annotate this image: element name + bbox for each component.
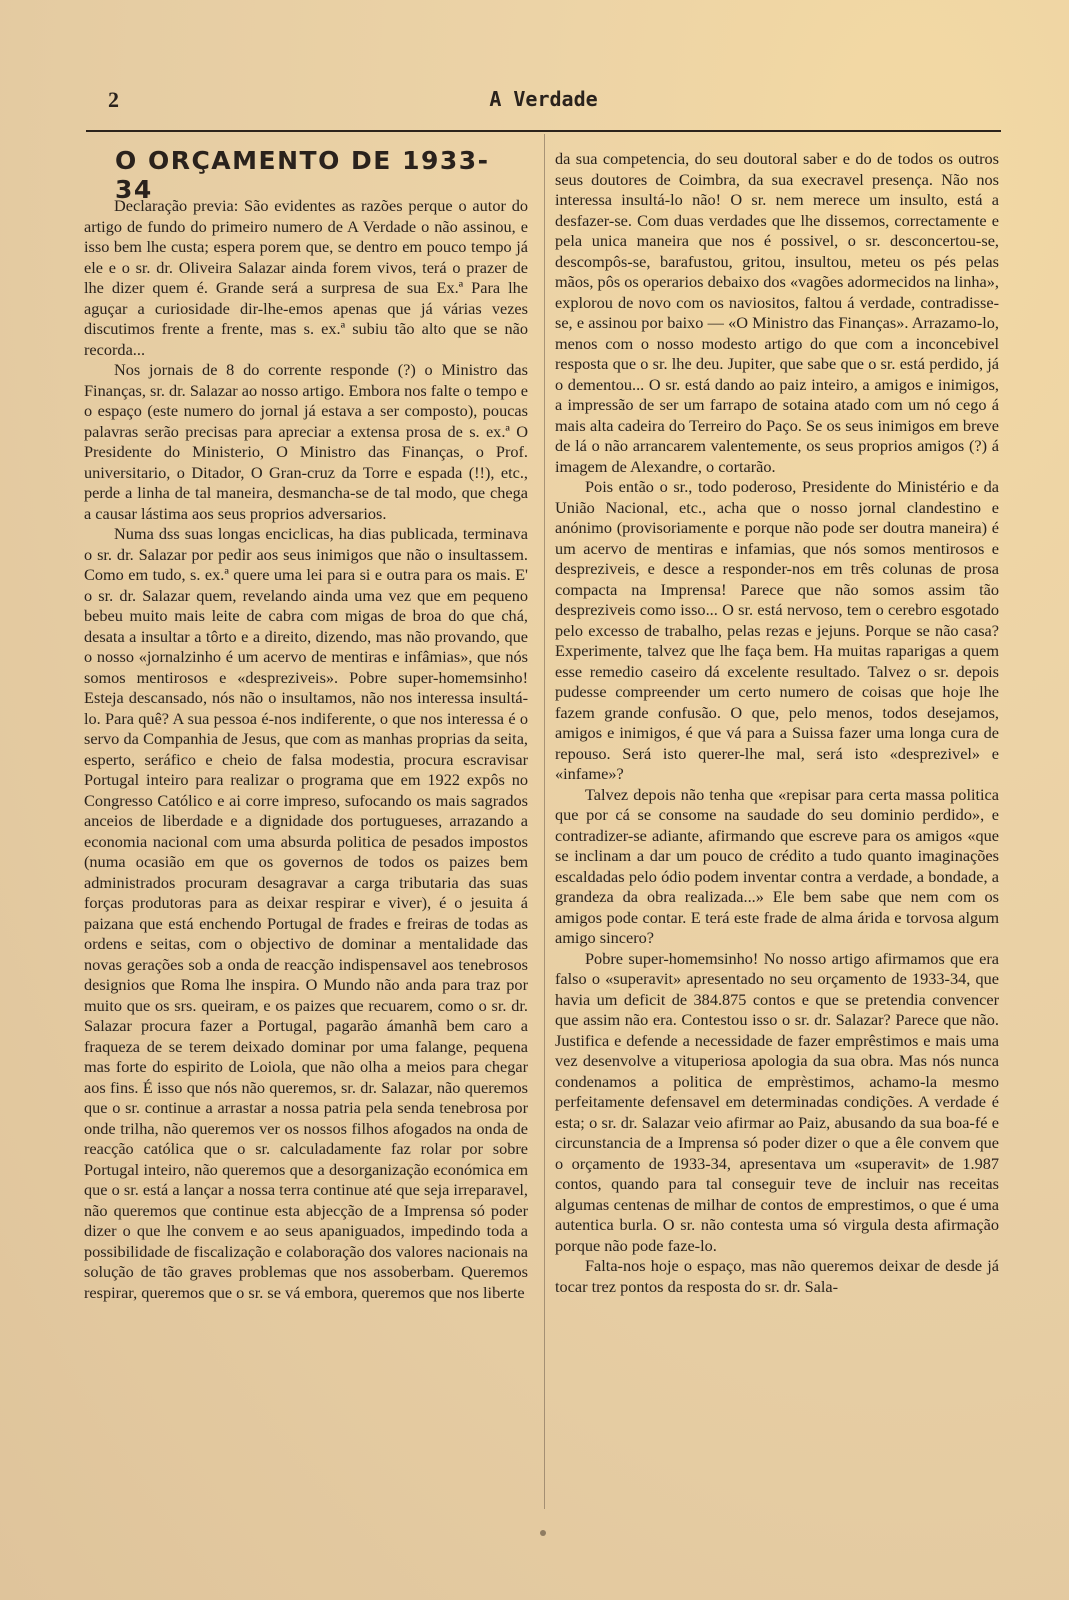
- paragraph: Numa dss suas longas enciclicas, ha dias publicada, terminava o sr. dr. Salazar por pedir aos seus inimigos que não o insultassem. Como em tudo, s. ex.ª quere uma lei para si e outra para os mais. E' o sr. dr. Salazar quem, revelando ainda uma vez que em pequeno bebeu muito mais leite de cabra com migas de broa do que chá, desata a insultar a tôrto e a direito, dizendo, mas não provando, que o nosso «jornalzinho é um acervo de mentiras e infâmias», que nós somos mentirosos e «despreziveis». Pobre super-homemsinho! Esteja descansado, nós não o insultamos, não nos interessa insultá-lo. Para quê? A sua pessoa é-nos indiferente, o que nos interessa é o servo da Companhia de Jesus, que com as manhas proprias da seita, esperto, seráfico e cheio de falsa modestia, procura escravisar Portugal inteiro para realizar o programa que em 1922 expôs no Congresso Católico e ai corre impreso, sufocando os mais sagrados anceios de liberdade e a dignidade dos portugueses, arrazando a economia nacional com uma absurda politica de pesados impostos (numa ocasião em que os governos de todos os paizes bem administrados procuram desagravar a carga tributaria das suas forças produtoras para as deixar respirar e viver), é o jesuita á paizana que está enchendo Portugal de frades e freiras de todas as ordens e seitas, com o objectivo de dominar a mentalidade das novas gerações sob a onda de reacção indispensavel aos tenebrosos designios que Roma lhe inspira. O Mundo não anda para traz por muito que os srs. queiram, e os paizes que recuarem, como o sr. dr. Salazar procura fazer a Portugal, pagarão ámanhã bem caro a fraqueza de se terem deixado dominar por uma falange, pequena mas forte do espirito de Loiola, que não olha a meios para chegar aos fins. É isso que nós não queremos, sr. dr. Salazar, não queremos que o sr. continue a arrastar a nossa patria pela senda tenebrosa por onde trilha, não queremos ver os nossos filhos afogados na onda de reacção católica que o sr. calculadamente faz rolar por sobre Portugal inteiro, não queremos que a desorganização económica em que o sr. está a lançar a nossa terra continue até que seja irreparavel, não queremos que continue esta abjecção de a Imprensa só poder dizer o que lhe convem e ao seus apaniguados, impedindo toda a possibilidade de fiscalização e colaboração dos valores nacionais na solução de tão graves problemas que nos assoberbam. Queremos respirar, queremos que o sr. se vá embora, queremos que nos liberte: [84, 524, 528, 1302]
- paragraph: Pobre super-homemsinho! No nosso artigo afirmamos que era falso o «superavit» apresentado no seu orçamento de 1933-34, que havia um deficit de 384.875 contos e que se pretendia convencer que assim não era. Contestou isso o sr. dr. Salazar? Parece que não. Justifica e defende a necessidade de fazer emprêstimos e mais uma vez desenvolve a vituperiosa apologia da sua obra. Mas nós nunca condenamos a politica de emprèstimos, achamo-la mesmo perfeitamente defensavel em determinadas condições. A verdade é esta; o sr. dr. Salazar veio afirmar ao Paiz, abusando da sua boa-fé e circunstancia de a Imprensa só poder dizer o que a êle convem que o orçamento de 1933-34, apresentava um «superavit» de 1.987 contos, quando para tal conseguir teve de incluir nas receitas algumas centenas de milhar de contos de emprestimos, o que é uma autentica burla. O sr. não contesta uma só virgula desta afirmação porque não pode faze-lo.: [555, 948, 999, 1255]
- article-title: O ORÇAMENTO DE 1933-34: [115, 146, 490, 204]
- page-header: [86, 84, 1001, 118]
- paragraph: Declaração previa: São evidentes as razões perque o autor do artigo de fundo do primeiro numero de A Verdade o não assinou, e isso bem lhe custa; espera porem que, se dentro em pouco tempo já ele e o sr. dr. Oliveira Salazar ainda forem vivos, terá o prazer de lhe dizer quem é. Grande será a surpresa de sua Ex.ª Para lhe aguçar a curiosidade dir-lhe-emos apenas que já várias vezes discutimos frente a frente, mas s. ex.ª subiu tão alto que se não recorda...: [84, 196, 528, 359]
- page-number: 2: [108, 87, 119, 112]
- right-column: [555, 149, 999, 1297]
- paragraph: Pois então o sr., todo poderoso, Presidente do Ministério e da União Nacional, etc., acha que o nosso jornal clandestino e anónimo (provisoriamente e porque não pode ser doutra maneira) é um acervo de mentiras e infamias, que nós somos mentirosos e despreziveis, e desce a responder-nos em três colunas de prosa compacta na Imprensa! Parece que não somos assim tão despreziveis como isso... O sr. está nervoso, tem o cerebro esgotado pelo excesso de trabalho, pelas rezas e jejuns. Porque se não casa? Experimente, talvez que lhe faça bem. Ha muitas raparigas a quem esse remedio caseiro dá excelente resultado. Talvez o sr. depois pudesse compreender um certo numero de coisas que hoje lhe fazem grande confusão. O que, pelo menos, todos desejamos, amigos e inimigos, é que vá para a Suissa fazer uma longa cura de repouso. Será isto querer-lhe mal, será isto «desprezivel» e «infame»?: [555, 477, 999, 783]
- ink-dot: [540, 1530, 546, 1536]
- paragraph: da sua competencia, do seu doutoral saber e do de todos os outros seus doutores de Coimbra, da sua execravel presença. Não nos interessa insultá-lo não! O sr. nem merece um insulto, está a desfazer-se. Com duas verdades que lhe dissemos, correctamente e pela unica maneira que nos é possivel, o sr. desconcertou-se, descompôs-se, barafustou, gritou, insultou, meteu os pés pelas mãos, pôs os operarios debaixo dos «vagões adormecidos na linha», explorou de novo com os naviositos, faltou á verdade, contradisse-se, e assinou por baixo — «O Ministro das Finanças». Arrazamo-lo, menos com o nosso modesto artigo do que com a inconcebivel resposta que o sr. lhe deu. Jupiter, que sabe que o sr. está perdido, já o dementou... O sr. está dando ao paiz inteiro, a amigos e inimigos, a impressão de ser um farrapo de sotaina atado com um nó cego á mais alta cadeira do Terreiro do Paço. Se os seus inimigos em breve de lá o não arrancarem valentemente, os seus proprios amigos (?) á imagem de Alexandre, o cortarão.: [555, 149, 999, 476]
- paragraph: Talvez depois não tenha que «repisar para certa massa politica que por cá se consome na saudade do seu dominio perdido», e contradizer-se adiante, afirmando que escreve para os amigos «que se inclinam a dar um pouco de crédito a tudo quanto imaginações escaldadas pelo ódio podem inventar contra a verdade, a bondade, a grandeza da obra realizada...» Ele bem sabe que nem com os amigos pode contar. E terá este frade de alma árida e torvosa algum amigo sincero?: [555, 784, 999, 947]
- paragraph: Falta-nos hoje o espaço, mas não queremos deixar de desde já tocar trez pontos da resposta do sr. dr. Sala-: [555, 1256, 999, 1296]
- header-rule: [86, 130, 1001, 132]
- left-column: [84, 196, 528, 1303]
- paragraph: Nos jornais de 8 do corrente responde (?) o Ministro das Finanças, sr. dr. Salazar ao nosso artigo. Embora nos falte o tempo e o espaço (este numero do jornal já estava a ser composto), poucas palavras serão precisas para apreciar a extensa prosa de s. ex.ª O Presidente do Ministerio, O Ministro das Finanças, o Prof. universitario, o Ditador, O Gran-cruz da Torre e espada (!!), etc., perde a linha de tal maneira, desmancha-se de tal modo, que chega a causar lástima aos seus proprios adversarios.: [84, 360, 529, 523]
- column-divider: [544, 134, 545, 1509]
- newspaper-title: A Verdade: [489, 87, 598, 111]
